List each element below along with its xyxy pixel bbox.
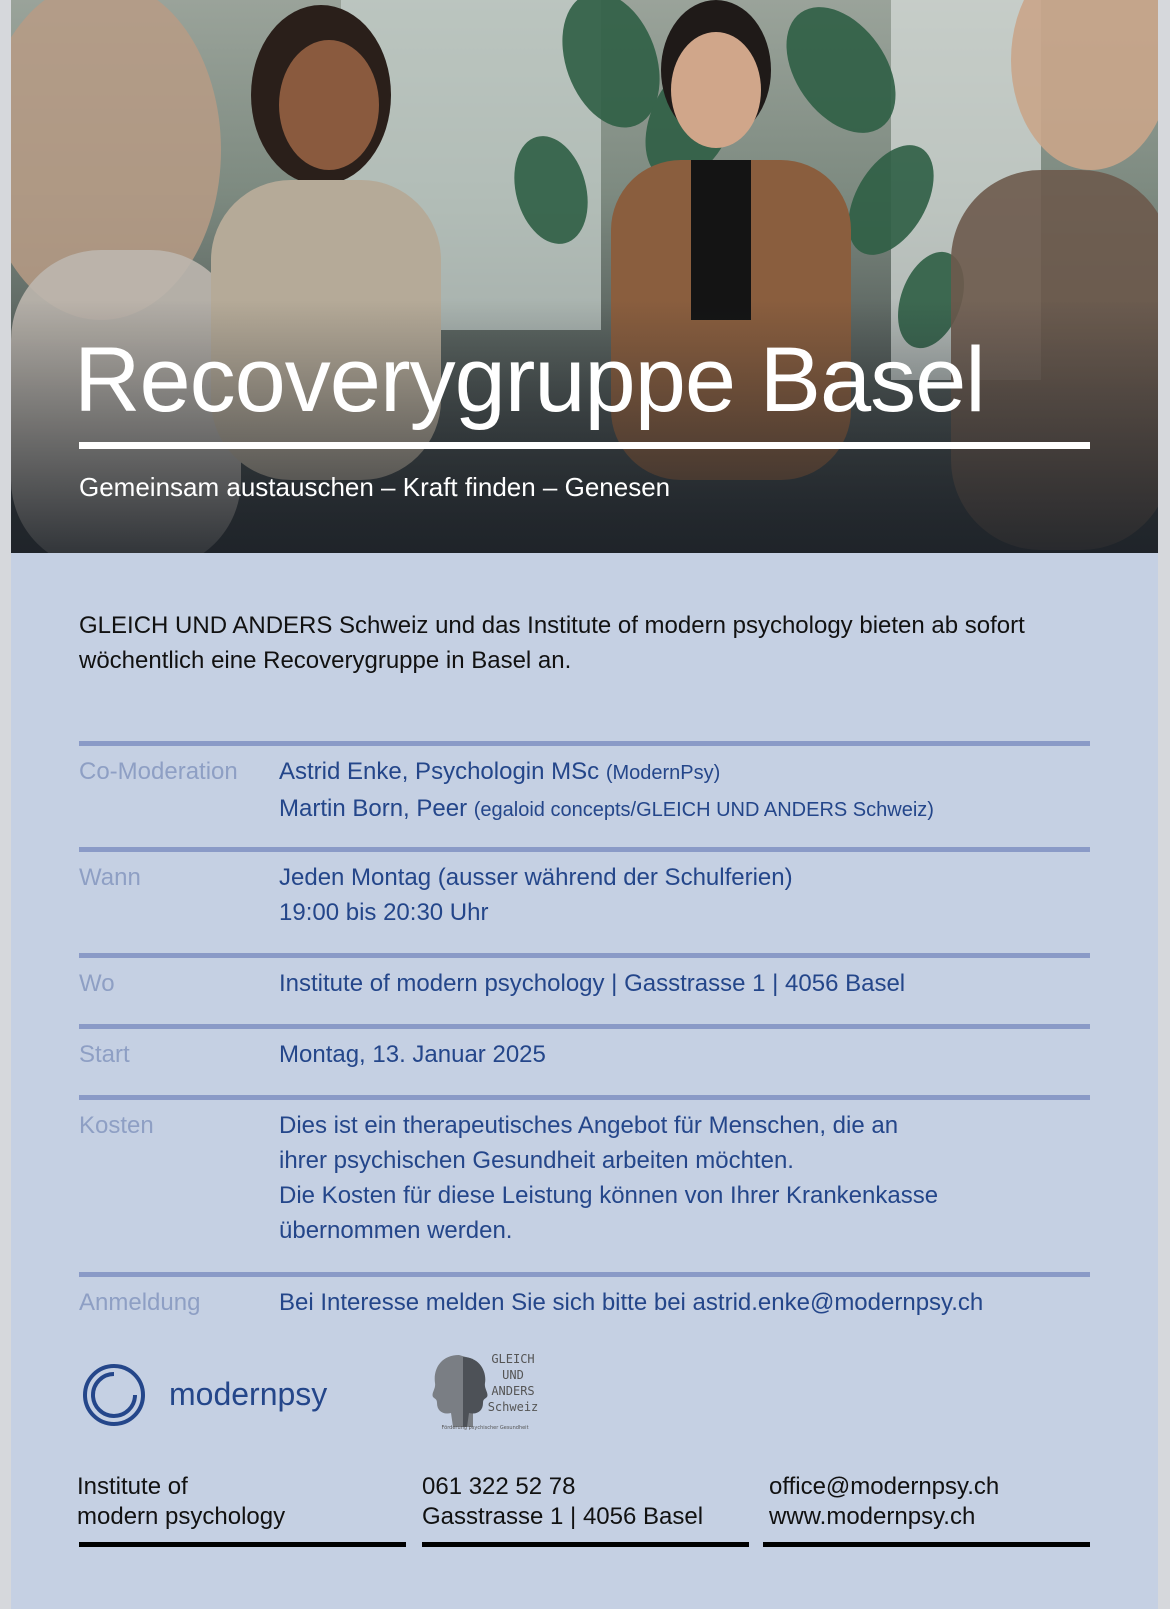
start-date-value: Montag, 13. Januar 2025 bbox=[279, 1041, 546, 1068]
footer-rule bbox=[763, 1542, 1090, 1547]
hero-photo bbox=[11, 0, 1158, 553]
footer-address: Gasstrasse 1 | 4056 Basel bbox=[422, 1503, 704, 1530]
registration-value: Bei Interesse melden Sie sich bitte bei astrid.enke@modernpsy.ch bbox=[279, 1289, 984, 1316]
detail-label: Anmeldung bbox=[79, 1289, 201, 1316]
detail-row-start bbox=[79, 1024, 1090, 1094]
modernpsy-logo-text: modernpsy bbox=[169, 1376, 328, 1412]
costs-line: Die Kosten für diese Leistung können von Ihrer Krankenkasse bbox=[279, 1182, 939, 1209]
gleich-und-anders-logo bbox=[429, 1349, 549, 1435]
footer-rule bbox=[422, 1542, 749, 1547]
moderator-1-affiliation: (ModernPsy) bbox=[605, 762, 721, 784]
footer-rule bbox=[79, 1542, 406, 1547]
gua-logo-line1: GLEICH bbox=[491, 1352, 535, 1366]
costs-line: Dies ist ein therapeutisches Angebot für Menschen, die an bbox=[279, 1112, 899, 1139]
schedule-time: 19:00 bis 20:30 Uhr bbox=[279, 899, 489, 926]
costs-line: übernommen werden. bbox=[279, 1217, 513, 1244]
detail-value bbox=[279, 754, 1099, 828]
gua-logo-line3: ANDERS bbox=[491, 1384, 535, 1398]
footer-website-link[interactable]: www.modernpsy.ch bbox=[769, 1503, 976, 1530]
moderator-1: Astrid Enke, Psychologin MSc bbox=[279, 758, 600, 785]
detail-row-wo bbox=[79, 953, 1090, 1023]
location-value: Institute of modern psychology | Gasstrasse 1 | 4056 Basel bbox=[279, 970, 906, 997]
gua-logo-tagline: Förderung psychischer Gesundheit bbox=[441, 1425, 529, 1431]
poster-title: Recoverygruppe Basel bbox=[74, 329, 985, 431]
footer-institute bbox=[77, 1472, 285, 1532]
intro-text: GLEICH UND ANDERS Schweiz und das Institute of modern psychology bieten ab sofort wöchentlich eine Recoverygruppe in Basel an. bbox=[79, 612, 1025, 674]
footer-web bbox=[769, 1472, 999, 1532]
detail-label: Kosten bbox=[79, 1112, 154, 1139]
flyer-page bbox=[11, 0, 1158, 1609]
schedule-day: Jeden Montag (ausser während der Schulferien) bbox=[279, 864, 793, 891]
moderator-2: Martin Born, Peer bbox=[279, 795, 468, 822]
gua-logo-line2: UND bbox=[502, 1368, 524, 1382]
detail-label: Wo bbox=[79, 970, 115, 997]
detail-label: Start bbox=[79, 1041, 130, 1068]
footer-line: modern psychology bbox=[77, 1503, 286, 1530]
detail-row-comoderation bbox=[79, 741, 1090, 846]
modernpsy-logo-icon bbox=[79, 1360, 149, 1430]
footer-phone: 061 322 52 78 bbox=[422, 1473, 576, 1500]
detail-row-kosten bbox=[79, 1095, 1090, 1275]
detail-row-wann bbox=[79, 847, 1090, 952]
poster-subtitle: Gemeinsam austauschen – Kraft finden – Genesen bbox=[79, 472, 671, 502]
gua-logo-line4: Schweiz bbox=[487, 1400, 539, 1414]
costs-value bbox=[279, 1108, 1099, 1248]
detail-label: Wann bbox=[79, 864, 141, 891]
footer-email-link[interactable]: office@modernpsy.ch bbox=[769, 1473, 1000, 1500]
detail-label: Co-Moderation bbox=[79, 758, 238, 785]
detail-row-anmeldung bbox=[79, 1272, 1090, 1332]
moderator-2-affiliation: (egaloid concepts/GLEICH UND ANDERS Schweiz) bbox=[473, 799, 934, 821]
title-underline bbox=[79, 442, 1090, 449]
footer-line: Institute of bbox=[77, 1473, 188, 1500]
footer-contact bbox=[422, 1472, 703, 1532]
detail-value bbox=[279, 860, 1099, 930]
costs-line: ihrer psychischen Gesundheit arbeiten möchten. bbox=[279, 1147, 794, 1174]
